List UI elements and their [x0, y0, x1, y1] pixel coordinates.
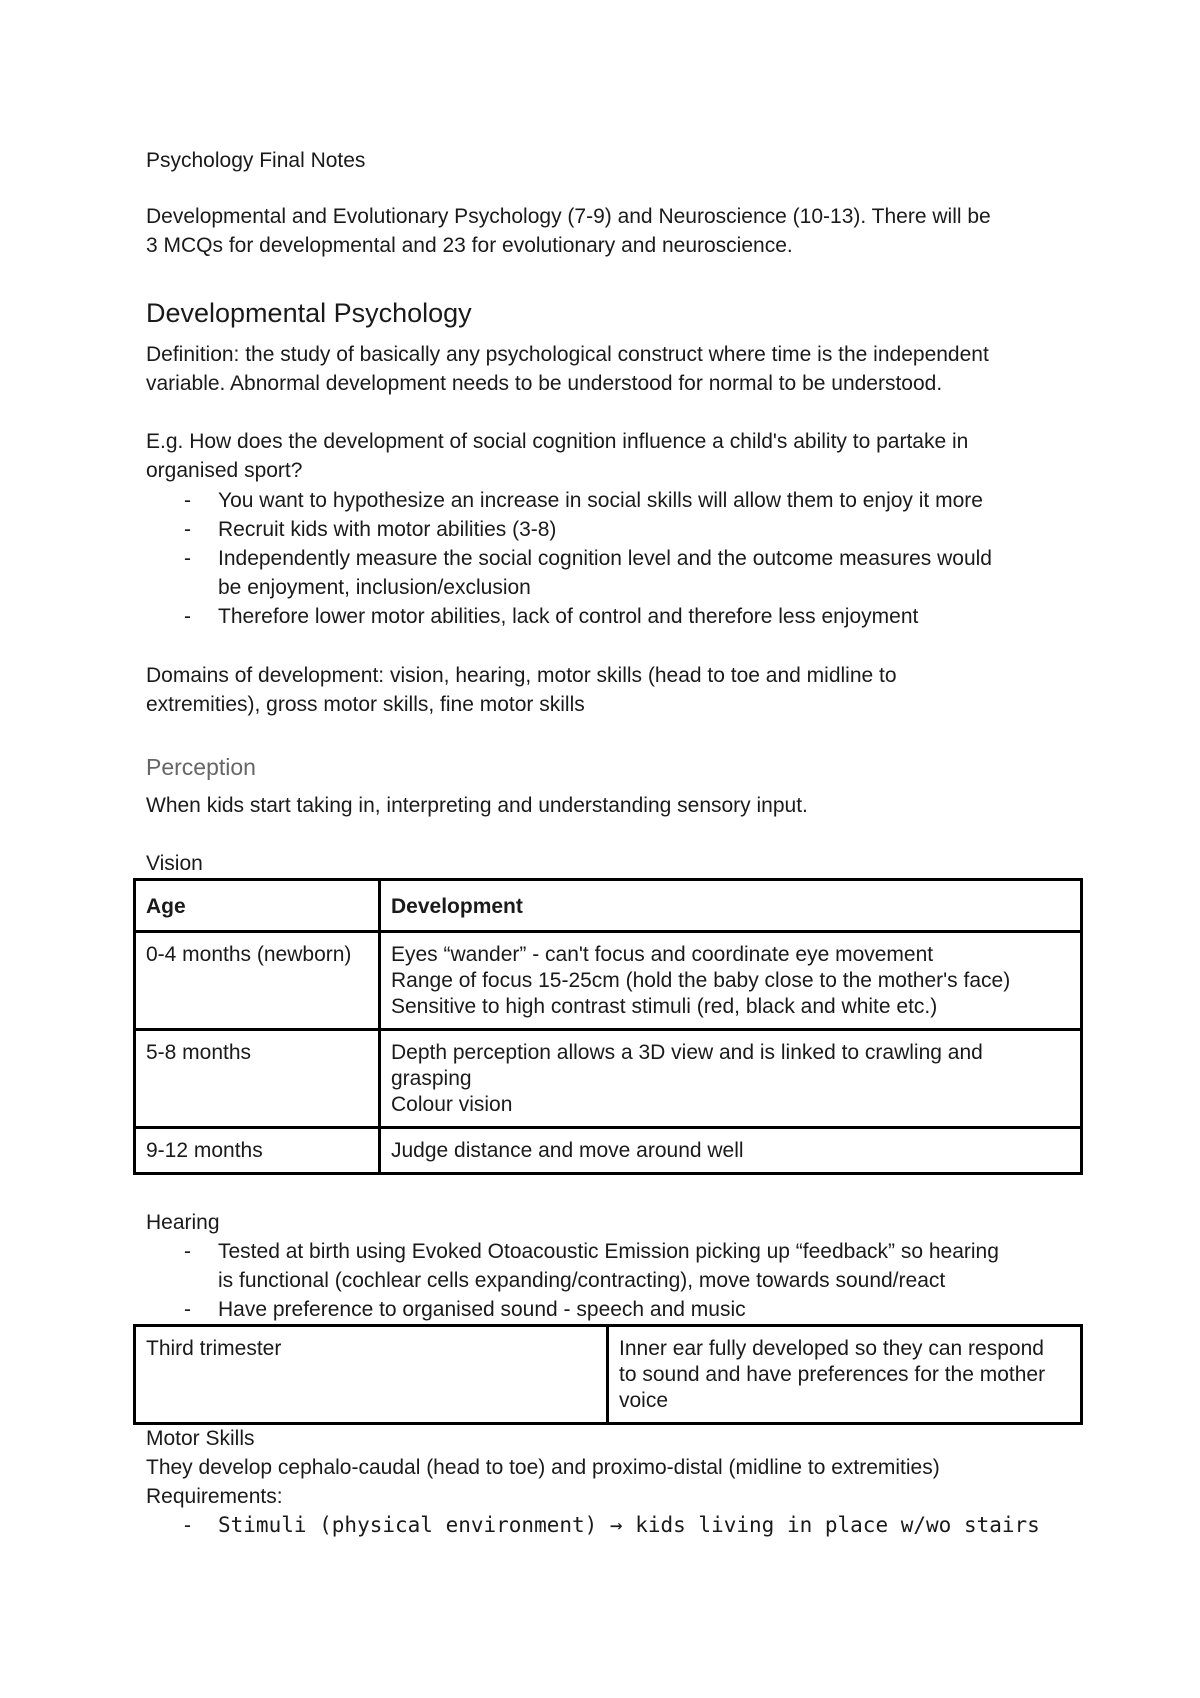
bullet-dash: - [184, 1298, 191, 1321]
table-header-row [135, 880, 1082, 932]
age-cell: 9-12 months [135, 1128, 380, 1174]
perception-text: When kids start taking in, interpreting and understanding sensory input. [146, 794, 808, 817]
motor-skills-text: They develop cephalo-caudal (head to toe) and proximo-distal (midline to extremities) [146, 1456, 940, 1479]
hearing-label: Hearing [146, 1211, 220, 1234]
development-cell [380, 1128, 1082, 1174]
development-line: Inner ear fully developed so they can respond [619, 1337, 1044, 1360]
trimester-cell: Third trimester [135, 1326, 608, 1424]
bullet-dash: - [184, 1514, 191, 1537]
motor-skills-label: Motor Skills [146, 1427, 255, 1450]
example-bullet-continuation: be enjoyment, inclusion/exclusion [218, 576, 531, 599]
intro-line-2: 3 MCQs for developmental and 23 for evolutionary and neuroscience. [146, 234, 793, 257]
table-row [135, 932, 1082, 1030]
development-line: Range of focus 15-25cm (hold the baby close to the mother's face) [391, 969, 1011, 992]
development-cell [380, 1030, 1082, 1128]
example-line-1: E.g. How does the development of social cognition influence a child's ability to partake in [146, 430, 969, 453]
example-bullet: Recruit kids with motor abilities (3-8) [218, 518, 557, 541]
vision-label: Vision [146, 852, 203, 875]
development-line: Depth perception allows a 3D view and is linked to crawling and [391, 1041, 983, 1064]
table-header-age: Age [135, 880, 380, 932]
document-title: Psychology Final Notes [146, 149, 366, 172]
intro-line-1: Developmental and Evolutionary Psychology (7-9) and Neuroscience (10-13). There will be [146, 205, 991, 228]
hearing-bullet-continuation: is functional (cochlear cells expanding/contracting), move towards sound/react [218, 1269, 946, 1292]
definition-line-1: Definition: the study of basically any psychological construct where time is the independent [146, 343, 989, 366]
development-line: Eyes “wander” - can't focus and coordinate eye movement [391, 943, 934, 966]
heading-developmental-psychology: Developmental Psychology [146, 298, 472, 328]
table-row [135, 1128, 1082, 1174]
definition-line-2: variable. Abnormal development needs to be understood for normal to be understood. [146, 372, 943, 395]
bullet-dash: - [184, 1240, 191, 1263]
development-line: voice [619, 1389, 669, 1412]
domains-line-2: extremities), gross motor skills, fine motor skills [146, 693, 585, 716]
example-bullet: Therefore lower motor abilities, lack of control and therefore less enjoyment [218, 605, 919, 628]
development-line: Judge distance and move around well [391, 1139, 744, 1162]
table-header-development: Development [380, 880, 1082, 932]
table-row [135, 1030, 1082, 1128]
vision-table [133, 878, 1083, 1175]
hearing-development-cell [608, 1326, 1082, 1424]
example-bullet: Independently measure the social cognition level and the outcome measures would [218, 547, 992, 570]
development-line: to sound and have preferences for the mother [619, 1363, 1046, 1386]
bullet-dash: - [184, 518, 191, 541]
age-cell: 0-4 months (newborn) [135, 932, 380, 1030]
development-line: grasping [391, 1067, 472, 1090]
development-line: Sensitive to high contrast stimuli (red, black and white etc.) [391, 995, 938, 1018]
requirement-bullet: Stimuli (physical environment) → kids living in place w/wo stairs [218, 1513, 1040, 1537]
development-line: Colour vision [391, 1093, 513, 1116]
example-bullet: You want to hypothesize an increase in social skills will allow them to enjoy it more [218, 489, 983, 512]
bullet-dash: - [184, 489, 191, 512]
hearing-table [133, 1324, 1083, 1425]
bullet-dash: - [184, 605, 191, 628]
requirements-label: Requirements: [146, 1485, 283, 1508]
development-cell [380, 932, 1082, 1030]
age-cell: 5-8 months [135, 1030, 380, 1128]
example-line-2: organised sport? [146, 459, 303, 482]
bullet-dash: - [184, 547, 191, 570]
domains-line-1: Domains of development: vision, hearing, motor skills (head to toe and midline to [146, 664, 897, 687]
table-row [135, 1326, 1082, 1424]
hearing-bullet: Tested at birth using Evoked Otoacoustic Emission picking up “feedback” so hearing [218, 1240, 999, 1263]
hearing-bullet: Have preference to organised sound - speech and music [218, 1298, 746, 1321]
heading-perception: Perception [146, 754, 256, 780]
